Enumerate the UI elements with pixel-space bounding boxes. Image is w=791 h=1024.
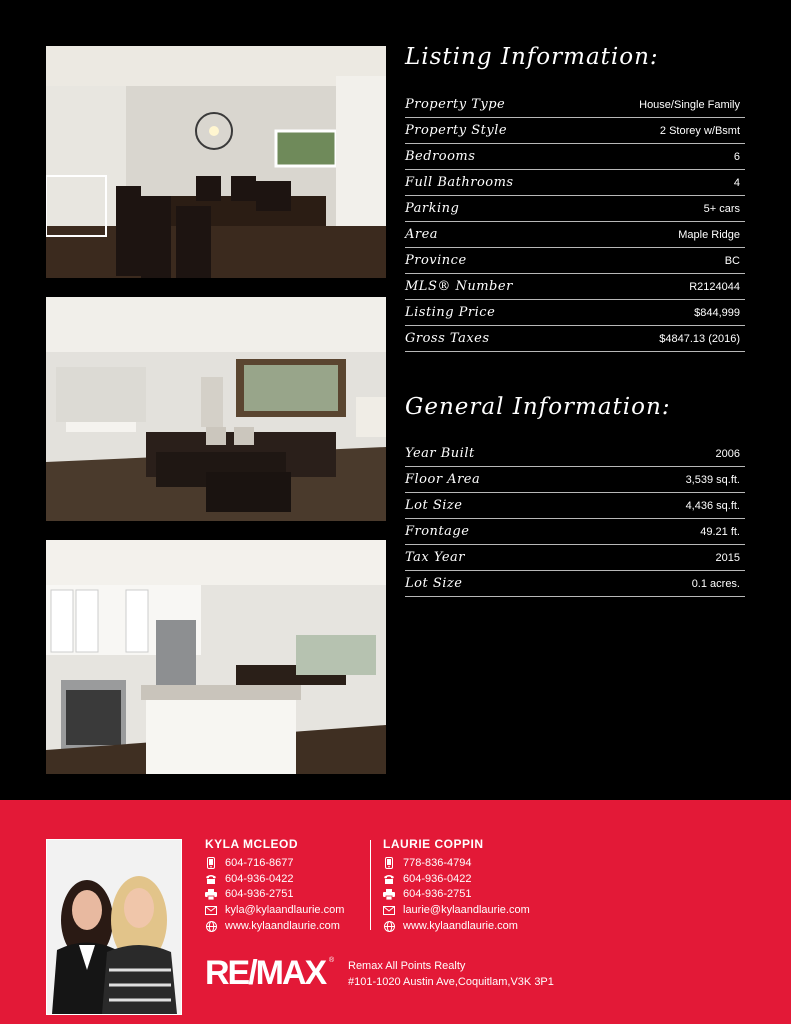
contact-value: 604-936-2751 [403, 888, 472, 901]
info-value: 4,436 sq.ft. [685, 499, 740, 512]
info-row-tax-year [405, 545, 745, 571]
contact-office-phone[interactable] [205, 871, 344, 887]
info-label: Parking [405, 201, 460, 216]
brokerage-info [348, 958, 554, 990]
info-value: 0.1 acres. [691, 577, 740, 590]
contact-value: 778-836-4794 [403, 856, 472, 869]
info-value: 49.21 ft. [700, 525, 740, 538]
contact-value: www.kylaandlaurie.com [403, 920, 518, 933]
info-row-lot-size-sqft [405, 493, 745, 519]
contact-office-phone[interactable] [383, 871, 530, 887]
contact-value: kyla@kylaandlaurie.com [225, 904, 345, 917]
agents-photo [46, 839, 182, 1015]
contact-value: www.kylaandlaurie.com [225, 920, 340, 933]
info-value: 2006 [715, 447, 740, 460]
info-label: Lot Size [405, 576, 463, 591]
info-value: 2015 [715, 551, 740, 564]
info-row-floor-area [405, 467, 745, 493]
fax-icon [383, 888, 395, 900]
info-value: $4847.13 (2016) [659, 332, 740, 345]
agent-name: LAURIE COPPIN [383, 837, 484, 851]
office-phone-icon [383, 873, 395, 885]
info-label: Bedrooms [405, 149, 476, 164]
info-label: MLS® Number [405, 279, 513, 294]
info-value: 6 [733, 150, 740, 163]
contact-fax[interactable] [205, 887, 344, 903]
info-value: 3,539 sq.ft. [685, 473, 740, 486]
info-row-gross-taxes [405, 326, 745, 352]
info-label: Property Type [405, 97, 506, 112]
info-row-mls-number [405, 274, 745, 300]
contact-email[interactable] [383, 902, 530, 918]
info-value: Maple Ridge [678, 228, 740, 241]
info-row-listing-price [405, 300, 745, 326]
mobile-phone-icon [383, 857, 395, 869]
svg-text:®: ® [329, 957, 335, 964]
contact-fax[interactable] [383, 887, 530, 903]
agent-divider [370, 840, 371, 930]
info-label: Year Built [405, 446, 475, 461]
info-row-property-style [405, 118, 745, 144]
contact-email[interactable] [205, 902, 344, 918]
general-information-table [405, 441, 745, 597]
general-information-title: General Information: [405, 394, 671, 420]
fax-icon [205, 888, 217, 900]
info-row-province [405, 248, 745, 274]
svg-text:RE/MAX: RE/MAX [205, 954, 326, 990]
living-room-photo [46, 297, 386, 521]
info-row-full-bathrooms [405, 170, 745, 196]
info-label: Lot Size [405, 498, 463, 513]
brokerage-name: Remax All Points Realty [348, 960, 466, 972]
email-icon [383, 904, 395, 916]
info-row-lot-size-acres [405, 571, 745, 597]
info-row-year-built [405, 441, 745, 467]
info-label: Tax Year [405, 550, 465, 565]
info-row-bedrooms [405, 144, 745, 170]
info-value: 2 Storey w/Bsmt [659, 124, 740, 137]
contact-value: 604-936-2751 [225, 888, 294, 901]
contact-value: 604-936-0422 [225, 872, 294, 885]
info-row-frontage [405, 519, 745, 545]
contact-value: 604-936-0422 [403, 872, 472, 885]
globe-icon [205, 920, 217, 932]
contact-value: laurie@kylaandlaurie.com [403, 904, 530, 917]
agent-name: KYLA MCLEOD [205, 837, 299, 851]
info-label: Listing Price [405, 305, 496, 320]
agent-laurie-coppin [383, 837, 530, 934]
info-label: Gross Taxes [405, 331, 490, 346]
contact-mobile[interactable] [383, 855, 530, 871]
info-value: R2124044 [689, 280, 740, 293]
info-value: House/Single Family [639, 98, 740, 111]
remax-logo [205, 952, 337, 990]
info-label: Floor Area [405, 472, 481, 487]
info-value: $844,999 [694, 306, 740, 319]
info-row-property-type [405, 92, 745, 118]
listing-information-title: Listing Information: [405, 44, 659, 70]
mobile-phone-icon [205, 857, 217, 869]
contact-website[interactable] [205, 918, 344, 934]
contact-website[interactable] [383, 918, 530, 934]
dining-room-photo [46, 46, 386, 278]
info-value: BC [724, 254, 740, 267]
info-value: 5+ cars [703, 202, 740, 215]
info-value: 4 [733, 176, 740, 189]
info-label: Area [405, 227, 439, 242]
kitchen-photo [46, 540, 386, 774]
info-label: Frontage [405, 524, 470, 539]
info-label: Full Bathrooms [405, 175, 514, 190]
contact-value: 604-716-8677 [225, 856, 294, 869]
info-row-parking [405, 196, 745, 222]
info-label: Property Style [405, 123, 508, 138]
email-icon [205, 904, 217, 916]
contact-mobile[interactable] [205, 855, 344, 871]
listing-information-table [405, 92, 745, 352]
agent-kyla-mcleod [205, 837, 344, 934]
brokerage-address: #101-1020 Austin Ave,Coquitlam,V3K 3P1 [348, 976, 554, 988]
info-label: Province [405, 253, 467, 268]
globe-icon [383, 920, 395, 932]
office-phone-icon [205, 873, 217, 885]
info-row-area [405, 222, 745, 248]
